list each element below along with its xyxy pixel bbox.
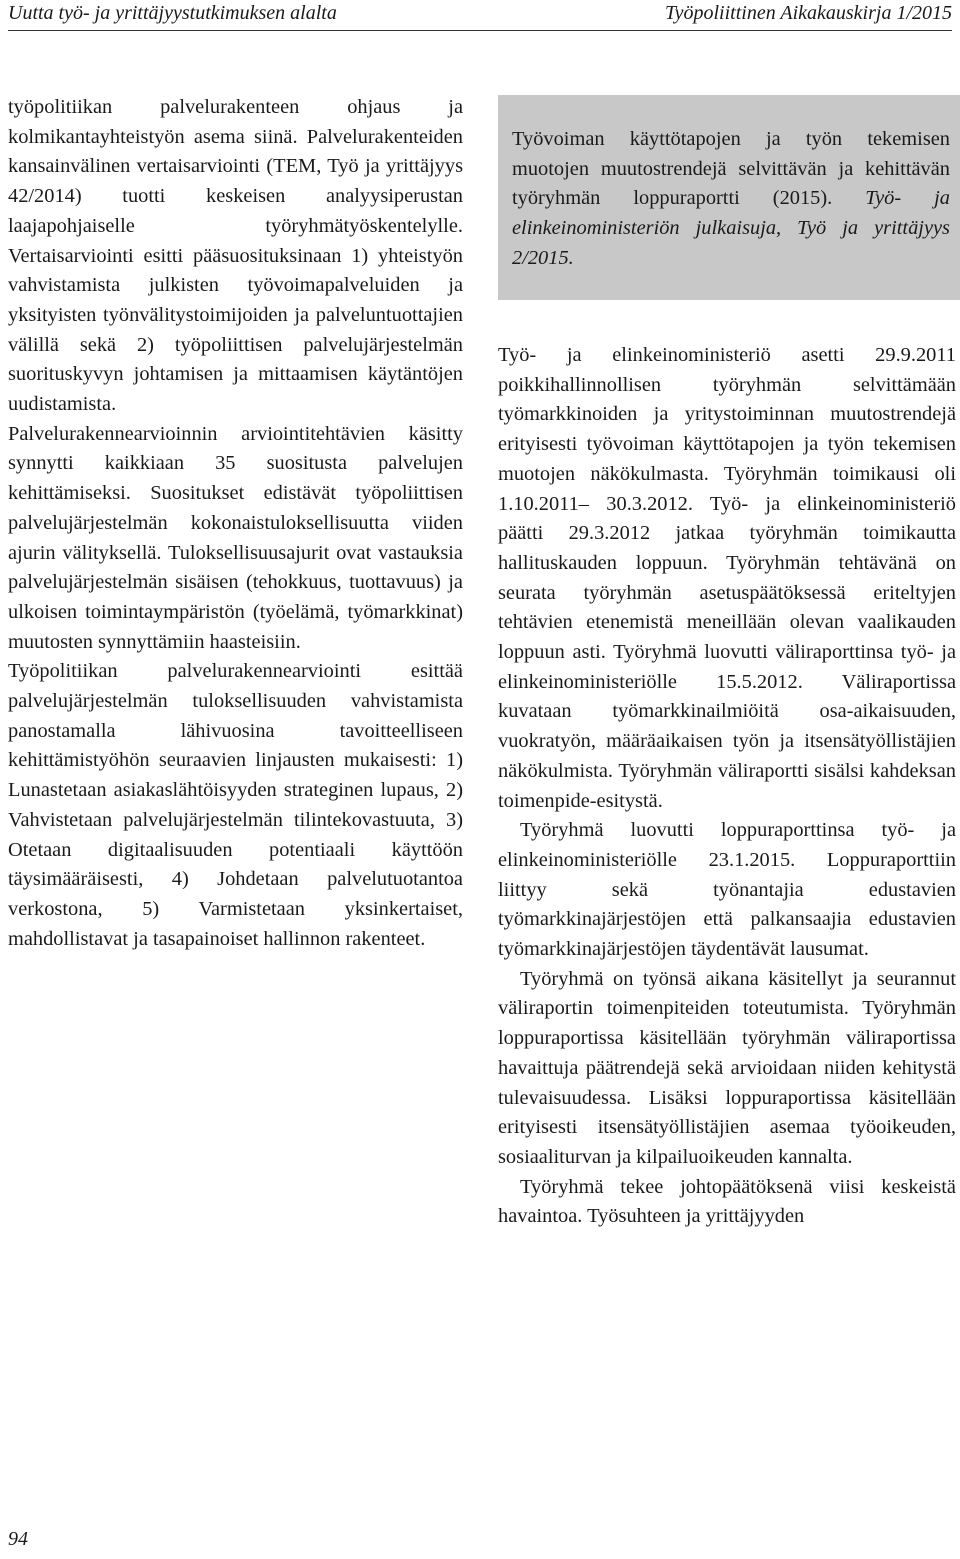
publication-reference [512,125,950,274]
publication-box [498,95,960,300]
publication-series: Työ- ja elinkeinoministeriön julkaisuja, Työ ja yrittäjyys 2/2015. [512,187,950,269]
header-journal-title: Työpoliittinen Aikakauskirja 1/2015 [664,2,952,24]
right-paragraph-3: Työryhmä on työnsä aikana käsitellyt ja seurannut väliraportin toimenpiteiden toteutumista. Työryhmän loppuraportissa käsitellään työryhmän väliraportissa havaittuja päätrendejä sekä arvioidaan niiden kehitystä tulevaisuudessa. Lisäksi loppuraportissa käsitellään erityisesti itsensätyöllistäjien asemaa työoikeuden, sosiaaliturvan ja kilpailuoikeuden kannalta. [498,967,956,1168]
right-paragraph-2: Työryhmä luovutti loppuraporttinsa työ- ja elinkeinoministeriölle 23.1.2015. Loppuraporttiin liittyy sekä työnantajia edustavien työmarkkinajärjestöjen että palkansaajia edustavien työmarkkinajärjestöjen täydentävät lausumat. [498,819,956,961]
right-paragraph-1: Työ- ja elinkeinoministeriö asetti 29.9.2011 poikkihallinnollisen työryhmän selvittämään työmarkkinoiden ja yritystoiminnan muutostrendejä erityisesti työvoiman käyttötapojen ja työn tekemisen muotojen näkökulmasta. Työryhmän toimikausi oli 1.10.2011– 30.3.2012. Työ- ja elinkeinoministeriö päätti 29.3.2012 jatkaa työryhmän toimikautta hallituskauden loppuun. Työryhmän tehtävänä on seurata työryhmän asetuspäätöksessä eriteltyjen tehtävien etenemistä meneillään olevan vaalikauden loppuun asti. Työryhmä luovutti väliraporttinsa työ- ja elinkeinoministeriölle 15.5.2012. Väliraportissa kuvataan työmarkkinailmiöitä osa-aikaisuuden, vuokratyön, määräaikaisen työn ja itsensätyöllistäjien näkökulmista. Työryhmän väliraportti sisälsi kahdeksan toimenpide-esitystä. [498,344,956,812]
left-paragraph-3: Työpolitiikan palvelurakennearviointi esittää palvelujärjestelmän tuloksellisuuden vahvistamista panostamalla lähivuosina tavoitteelliseen kehittämistyöhön seuraavien linjausten mukaisesti: 1) Lunastetaan asiakaslähtöisyyden strateginen lupaus, 2) Vahvistetaan palvelujärjestelmän tilintekovastuuta, 3) Otetaan digitaalisuuden potentiaali käyttöön täysimääräisesti, 4) Johdetaan palvelutuotantoa verkostona, 5) Varmistetaan yksinkertaiset, mahdollistavat ja tasapainoiset hallinnon rakenteet. [8,660,463,950]
right-paragraph-4: Työryhmä tekee johtopäätöksenä viisi keskeistä havaintoa. Työsuhteen ja yrittäjyyden [498,1175,956,1228]
header-section-title: Uutta työ- ja yrittäjyystutkimuksen alalta [8,2,337,24]
left-paragraph-2: Palvelurakennearvioinnin arviointitehtävien käsitty synnytti kaikkiaan 35 suositusta palvelujen kehittämiseksi. Suositukset edistävät työpoliittisen palvelujärjestelmän kokonaistuloksellisuutta viiden ajurin välityksellä. Tuloksellisuusajurit ovat vastauksia palvelujärjestelmän sisäisen (tehokkuus, tuottavuus) ja ulkoisen toimintaympäristön (työelämä, työmarkkinat) muutosten synnyttämiin haasteisiin. [8,422,463,653]
publication-title: Työvoiman käyttötapojen ja työn tekemisen muotojen muutostrendejä selvittävän ja kehittävän työryhmän loppuraportti (2015). [512,128,950,210]
page-number: 94 [8,1528,28,1550]
right-column [498,341,956,1232]
left-column [8,93,463,954]
running-header [8,0,952,31]
left-paragraph-1: työpolitiikan palvelurakenteen ohjaus ja kolmikantayhteistyön asema siinä. Palvelurakenteiden kansainvälinen vertaisarviointi (TEM, Työ ja yrittäjyys 42/2014) tuotti keskeisen analyysiperustan laajapohjaiselle työryhmätyöskentelylle. Vertaisarviointi esitti pääsuosituksinaan 1) yhteistyön vahvistamista julkisten työvoimapalveluiden ja yksityisten työnvälitystoimijoiden ja palveluntuottajien välillä sekä 2) työpoliittisen palvelujärjestelmän suorituskyvyn johtamisen ja mittaamisen käytäntöjen uudistamista. [8,96,463,416]
